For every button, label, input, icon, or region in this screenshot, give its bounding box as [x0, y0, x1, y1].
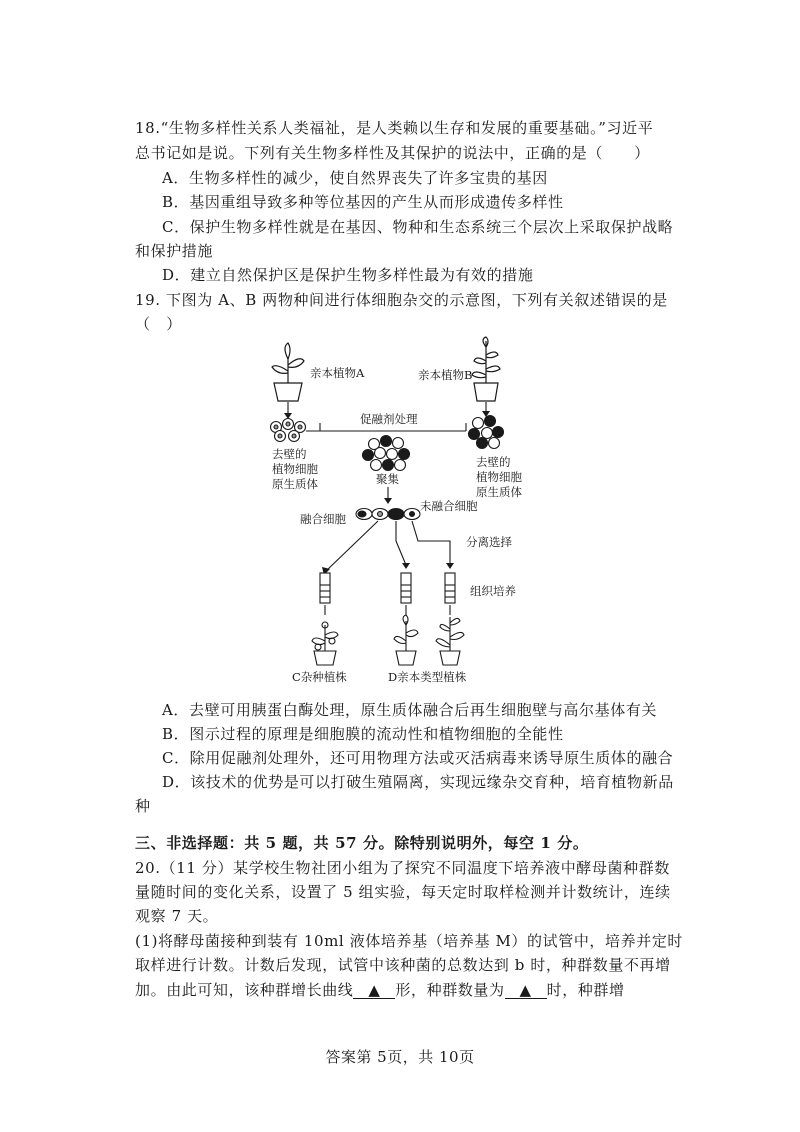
hybrid-plant-label: C杂种植株 — [292, 670, 347, 684]
somatic-hybridization-diagram — [260, 335, 550, 695]
parent-type-plant-2-icon — [436, 617, 464, 665]
culture-tubes-icon — [320, 573, 455, 603]
protoplast-b-label-3: 原生质体 — [476, 485, 522, 499]
answer-blank-2[interactable]: ▲ — [505, 982, 547, 999]
protoplast-a-label-1: 去壁的 — [272, 447, 307, 461]
q19-option-d-line-2: 种 — [135, 797, 151, 815]
page-footer: 答案第 5页，共 10页 — [325, 1048, 475, 1066]
arrowhead-right — [446, 563, 454, 569]
protoplasts-b-icon — [469, 416, 504, 449]
parent-plant-a-icon — [272, 343, 304, 401]
q19-option-c: C．除用促融剂处理外，还可用物理方法或灭活病毒来诱导原生质体的融合 — [162, 749, 674, 767]
q19-stem-line-1: 19. 下图为 A、B 两物种间进行体细胞杂交的示意图，下列有关叙述错误的是 — [135, 291, 668, 309]
section-3-heading: 三、非选择题：共 5 题，共 57 分。除特别说明外，每空 1 分。 — [135, 834, 589, 852]
q18-option-a: A．生物多样性的减少，使自然界丧失了许多宝贵的基因 — [162, 169, 548, 187]
q20-part1-text-a: 加。由此可知，该种群增长曲线 — [135, 981, 354, 999]
protoplast-a-label-3: 原生质体 — [272, 477, 318, 491]
q20-part1-line-3 — [135, 980, 625, 1000]
q20-part1-text-c: 时，种群增 — [546, 981, 625, 999]
aggregate-label: 聚集 — [376, 472, 399, 486]
parent-b-label: 亲本植物B — [418, 368, 473, 382]
parent-a-label: 亲本植物A — [310, 366, 365, 380]
q18-stem-line-2: 总书记如是说。下列有关生物多样性及其保护的说法中，正确的是（ ） — [135, 144, 650, 162]
q19-option-d-line-1: D．该技术的优势是可以打破生殖隔离，实现远缘杂交育种，培育植物新品 — [162, 773, 674, 791]
q19-option-a: A．去壁可用胰蛋白酶处理，原生质体融合后再生细胞壁与高尔基体有关 — [162, 701, 658, 719]
fused-cell-label: 融合细胞 — [300, 512, 346, 526]
tube-arrows — [325, 605, 450, 615]
q20-stem-line-2: 量随时间的变化关系，设置了 5 组实验，每天定时取样检测并计数统计，连续 — [135, 883, 671, 901]
q18-option-b: B．基因重组导致多种等位基因的产生从而形成遗传多样性 — [162, 193, 564, 211]
q20-part1-line-1: (1)将酵母菌接种到装有 10ml 液体培养基（培养基 M）的试管中，培养并定时 — [135, 932, 684, 950]
separation-label: 分离选择 — [466, 535, 512, 549]
q20-stem-line-1: 20.（11 分）某学校生物社团小组为了探究不同温度下培养液中酵母菌种群数 — [135, 859, 670, 877]
hybrid-plant-icon — [312, 622, 338, 665]
q18-option-d: D．建立自然保护区是保护生物多样性最为有效的措施 — [162, 266, 534, 284]
unfused-cell-label: 未融合细胞 — [420, 499, 478, 513]
protoplast-b-label-1: 去壁的 — [476, 455, 511, 469]
q20-part1-text-b: 形，种群数量为 — [395, 981, 505, 999]
answer-blank-1[interactable]: ▲ — [353, 982, 395, 999]
q19-stem-line-2: （ ） — [135, 315, 182, 333]
fused-cells-icon — [356, 509, 420, 520]
q19-option-b: B．图示过程的原理是细胞膜的流动性和植物细胞的全能性 — [162, 725, 564, 743]
arrowhead-middle — [402, 563, 410, 569]
q18-option-c-line-1: C．保护生物多样性就是在基因、物种和生态系统三个层次上采取保护战略 — [162, 218, 674, 236]
protoplasts-a-icon — [271, 419, 306, 442]
selection-arrows — [326, 521, 450, 571]
parent-plant-b-icon — [472, 337, 500, 401]
promoter-label: 促融剂处理 — [360, 412, 418, 426]
parent-type-plant-label: D亲本类型植株 — [388, 670, 467, 684]
parent-type-plant-1-icon — [394, 615, 418, 665]
q18-option-c-line-2: 和保护措施 — [135, 242, 214, 260]
q20-stem-line-3: 观察 7 天。 — [135, 907, 219, 925]
q20-part1-line-2: 取样进行计数。计数后发现，试管中该种菌的总数达到 b 时，种群数量不再增 — [135, 956, 671, 974]
protoplast-b-label-2: 植物细胞 — [476, 470, 522, 484]
tissue-culture-label: 组织培养 — [470, 584, 516, 598]
arrowhead-aggregate — [384, 498, 392, 504]
q18-stem-line-1: 18.“生物多样性关系人类福祉，是人类赖以生存和发展的重要基础。”习近平 — [135, 119, 654, 137]
aggregate-cells-icon — [363, 436, 410, 471]
protoplast-a-label-2: 植物细胞 — [272, 462, 318, 476]
